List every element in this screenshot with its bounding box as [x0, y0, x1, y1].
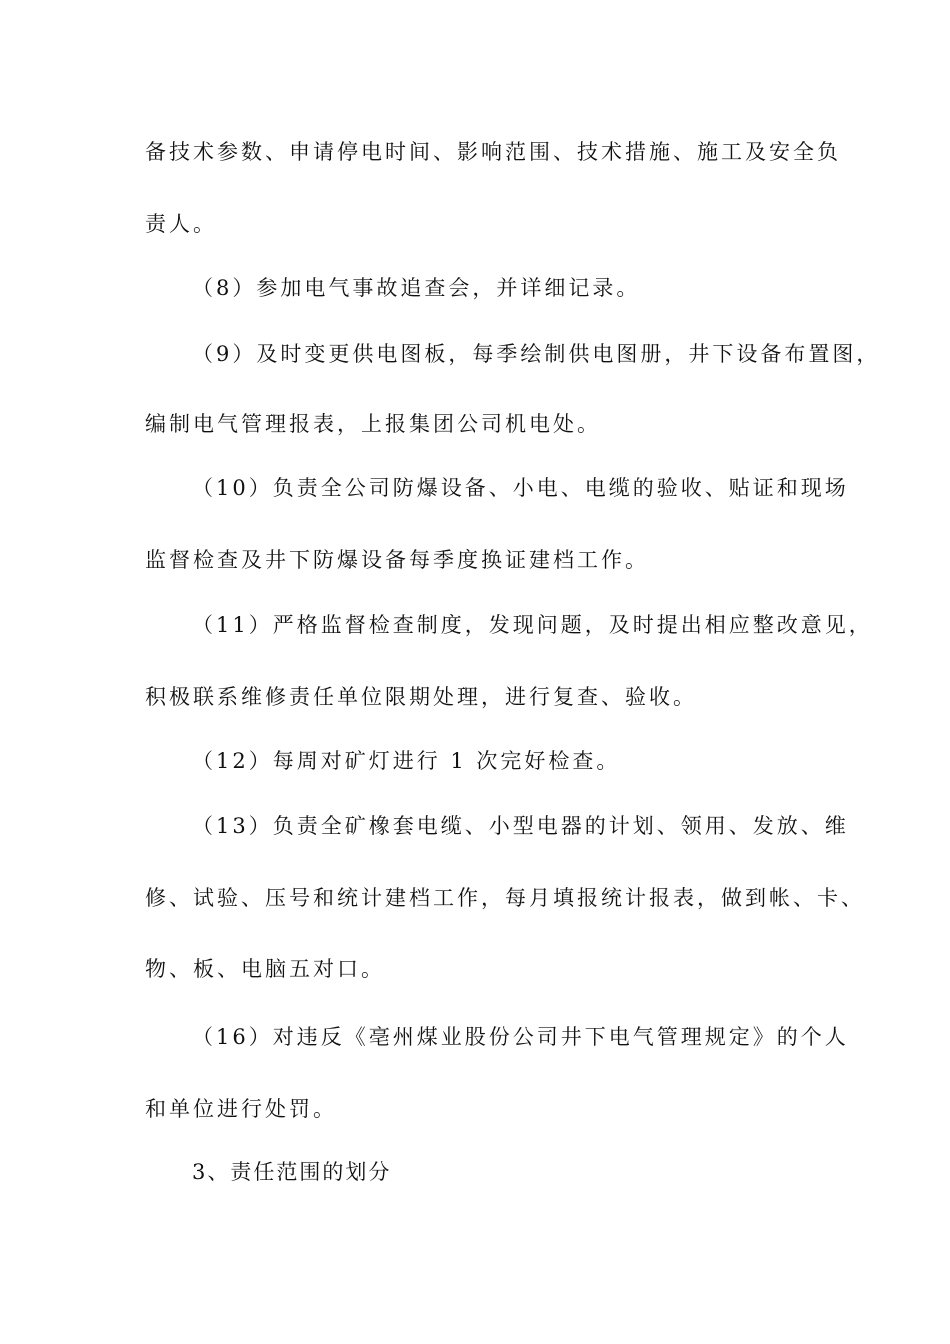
list-item-12: （12）每周对矿灯进行 1 次完好检查。 — [192, 749, 621, 773]
paragraph-line: 备技术参数、申请停电时间、影响范围、技术措施、施工及安全负 — [145, 140, 841, 164]
list-item-8: （8）参加电气事故追查会，并详细记录。 — [192, 276, 641, 300]
list-item-16: （16）对违反《亳州煤业股份公司井下电气管理规定》的个人 — [192, 1025, 849, 1049]
list-item-9: （9）及时变更供电图板，每季绘制供电图册，井下设备布置图， — [192, 342, 881, 366]
paragraph-line: 物、板、电脑五对口。 — [145, 957, 385, 981]
list-item-10: （10）负责全公司防爆设备、小电、电缆的验收、贴证和现场 — [192, 476, 849, 500]
paragraph-line: 责人。 — [145, 212, 217, 236]
paragraph-line: 修、试验、压号和统计建档工作，每月填报统计报表，做到帐、卡、 — [145, 886, 865, 910]
list-item-11: （11）严格监督检查制度，发现问题，及时提出相应整改意见， — [192, 613, 873, 637]
paragraph-line: 和单位进行处罚。 — [145, 1097, 337, 1121]
section-heading: 3、责任范围的划分 — [192, 1160, 392, 1184]
list-item-13: （13）负责全矿橡套电缆、小型电器的计划、领用、发放、维 — [192, 814, 849, 838]
paragraph-line: 监督检查及井下防爆设备每季度换证建档工作。 — [145, 548, 649, 572]
paragraph-line: 积极联系维修责任单位限期处理，进行复查、验收。 — [145, 685, 697, 709]
paragraph-line: 编制电气管理报表，上报集团公司机电处。 — [145, 412, 601, 436]
